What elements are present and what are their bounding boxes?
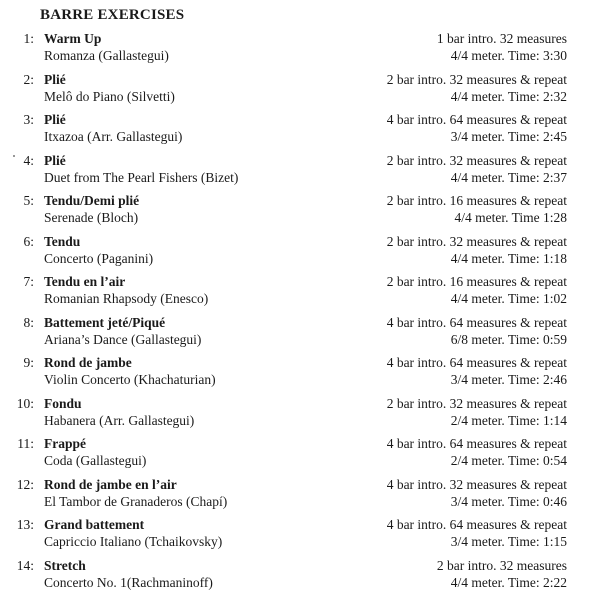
track-meter-time: 4/4 meter. Time: 2:37 (450, 169, 567, 185)
track-meter-time: 3/4 meter. Time: 1:15 (450, 534, 567, 549)
track-details (387, 476, 567, 510)
track-structure: 4 bar intro. 32 measures & repeat (386, 476, 567, 492)
track-info (44, 111, 182, 145)
track-meter-time: 2/4 meter. Time: 1:14 (450, 412, 567, 428)
track-number: 4: (23, 152, 34, 168)
track-number: 3: (23, 112, 34, 127)
track-info (44, 476, 227, 510)
exercise-name: Rond de jambe (44, 355, 132, 370)
exercise-name: Tendu en l’air (44, 274, 126, 289)
music-piece: Melô do Piano (Silvetti) (44, 88, 175, 104)
track-item (0, 110, 600, 151)
track-number: 11: (17, 436, 34, 451)
music-piece: Coda (Gallastegui) (44, 453, 147, 468)
track-item (0, 475, 600, 516)
track-info (44, 314, 201, 348)
track-structure: 4 bar intro. 64 measures & repeat (386, 517, 567, 532)
track-structure: 2 bar intro. 32 measures & repeat (386, 395, 567, 411)
track-item (0, 394, 600, 435)
track-details (387, 192, 567, 226)
exercise-name: Plié (44, 71, 66, 87)
track-meter-time: 4/4 meter. Time: 2:22 (450, 574, 567, 590)
track-number: 5: (23, 193, 34, 208)
track-details (387, 71, 567, 105)
track-item (0, 272, 600, 313)
track-list (0, 29, 600, 596)
track-info (44, 354, 216, 388)
track-details (387, 435, 567, 469)
track-info (44, 30, 169, 64)
exercise-name: Battement jeté/Piqué (44, 314, 166, 330)
track-structure: 1 bar intro. 32 measures (436, 31, 567, 46)
exercise-name: Warm Up (44, 31, 102, 46)
track-item (0, 151, 600, 192)
track-details (437, 30, 567, 64)
exercise-name: Plié (44, 112, 66, 127)
music-piece: Capriccio Italiano (Tchaikovsky) (44, 534, 223, 549)
track-number: 12: (16, 476, 34, 492)
track-item (0, 70, 600, 111)
track-item (0, 515, 600, 556)
track-structure: 4 bar intro. 64 measures & repeat (386, 436, 567, 451)
track-meter-time: 4/4 meter. Time: 3:30 (450, 48, 567, 63)
music-piece: Violin Concerto (Khachaturian) (44, 372, 216, 387)
track-meter-time: 2/4 meter. Time: 0:54 (450, 453, 567, 468)
track-item (0, 232, 600, 273)
music-piece: Itxazoa (Arr. Gallastegui) (44, 129, 183, 144)
music-piece: Concerto No. 1(Rachmaninoff) (44, 574, 213, 590)
track-structure: 2 bar intro. 32 measures & repeat (386, 233, 567, 249)
track-meter-time: 3/4 meter. Time: 2:46 (450, 372, 567, 387)
track-item (0, 313, 600, 354)
track-details (387, 233, 567, 267)
track-structure: 2 bar intro. 32 measures & repeat (386, 152, 567, 168)
track-structure: 4 bar intro. 64 measures & repeat (386, 112, 567, 127)
track-info (44, 273, 208, 307)
track-structure: 2 bar intro. 16 measures & repeat (386, 274, 567, 289)
exercise-name: Fondu (44, 395, 82, 411)
track-structure: 4 bar intro. 64 measures & repeat (386, 314, 567, 330)
track-structure: 2 bar intro. 32 measures & repeat (386, 71, 567, 87)
scan-speck (13, 155, 15, 157)
exercise-name: Tendu (44, 233, 81, 249)
exercise-name: Grand battement (44, 517, 145, 532)
track-meter-time: 4/4 meter. Time 1:28 (454, 210, 567, 225)
exercise-name: Plié (44, 152, 66, 168)
track-number: 8: (23, 314, 34, 330)
track-details (387, 111, 567, 145)
track-number: 7: (23, 274, 34, 289)
music-piece: Concerto (Paganini) (44, 250, 154, 266)
track-info (44, 233, 153, 267)
track-meter-time: 4/4 meter. Time: 1:02 (450, 291, 567, 306)
track-structure: 2 bar intro. 16 measures & repeat (386, 193, 567, 208)
exercise-name: Tendu/Demi plié (44, 193, 140, 208)
track-details (437, 557, 567, 591)
track-meter-time: 4/4 meter. Time: 2:32 (450, 88, 567, 104)
track-item (0, 556, 600, 597)
track-details (387, 314, 567, 348)
track-structure: 2 bar intro. 32 measures (436, 557, 567, 573)
track-meter-time: 4/4 meter. Time: 1:18 (450, 250, 567, 266)
track-details (387, 516, 567, 550)
track-details (387, 273, 567, 307)
track-meter-time: 3/4 meter. Time: 2:45 (450, 129, 567, 144)
track-info (44, 71, 175, 105)
track-item (0, 434, 600, 475)
track-number: 13: (16, 517, 34, 532)
track-structure: 4 bar intro. 64 measures & repeat (386, 355, 567, 370)
music-piece: Serenade (Bloch) (44, 210, 139, 225)
track-info (44, 557, 213, 591)
music-piece: El Tambor de Granaderos (Chapí) (44, 493, 228, 509)
track-item (0, 191, 600, 232)
track-details (387, 395, 567, 429)
track-info (44, 516, 222, 550)
track-number: 2: (23, 71, 34, 87)
track-number: 14: (16, 557, 34, 573)
exercise-name: Frappé (44, 436, 86, 451)
track-details (387, 152, 567, 186)
track-info (44, 192, 139, 226)
exercise-name: Stretch (44, 557, 86, 573)
track-meter-time: 3/4 meter. Time: 0:46 (450, 493, 567, 509)
track-number: 6: (23, 233, 34, 249)
track-info (44, 435, 146, 469)
music-piece: Romanian Rhapsody (Enesco) (44, 291, 209, 306)
track-number: 9: (23, 355, 34, 370)
track-info (44, 395, 194, 429)
music-piece: Romanza (Gallastegui) (44, 48, 169, 63)
track-meter-time: 6/8 meter. Time: 0:59 (450, 331, 567, 347)
track-info (44, 152, 238, 186)
track-item (0, 353, 600, 394)
music-piece: Habanera (Arr. Gallastegui) (44, 412, 195, 428)
music-piece: Ariana’s Dance (Gallastegui) (44, 331, 202, 347)
track-number: 10: (16, 395, 34, 411)
track-details (387, 354, 567, 388)
page-title: BARRE EXERCISES (40, 7, 185, 23)
exercise-name: Rond de jambe en l’air (44, 476, 177, 492)
track-number: 1: (23, 31, 34, 46)
track-item (0, 29, 600, 70)
music-piece: Duet from The Pearl Fishers (Bizet) (44, 169, 239, 185)
